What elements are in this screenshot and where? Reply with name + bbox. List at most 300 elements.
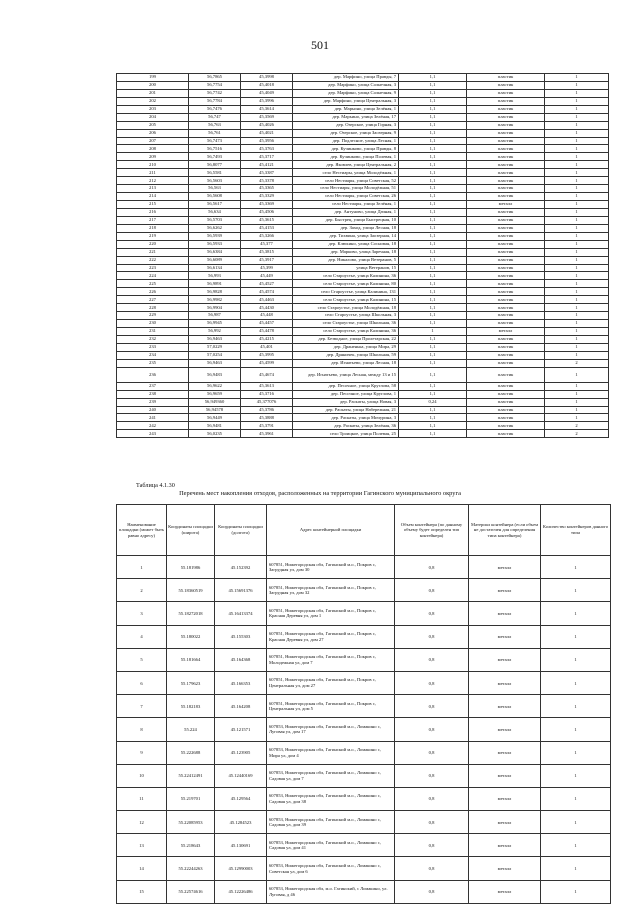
cell-row-number: 234	[117, 351, 189, 359]
cell-longitude: 45,4018	[241, 81, 293, 89]
cell-longitude: 45.16413374	[215, 602, 267, 625]
cell-longitude: 45.1284523	[215, 811, 267, 834]
cell-volume: 1,1	[399, 320, 467, 328]
cell-material: пластик	[467, 382, 545, 390]
cell-volume: 1,1	[399, 105, 467, 113]
cell-longitude: 45.166353	[215, 671, 267, 694]
cell-volume: 1,1	[399, 256, 467, 264]
column-header: Количество контейнеров данного типа	[541, 505, 611, 556]
cell-count: 1	[545, 145, 609, 153]
cell-count: 1	[545, 240, 609, 248]
cell-address: дер. Раскаты, улица Набережная, 21	[293, 406, 399, 414]
table-title: Перечень мест накопления отходов, расположенных на территории Гагинского муниципального округа	[179, 490, 461, 497]
cell-longitude: 45,4153	[241, 224, 293, 232]
cell-address: дер. Озерское, улица Горная, 3	[293, 121, 399, 129]
cell-address: село Староустье, улица Молодёжная, 18	[293, 304, 399, 312]
cell-volume: 1,1	[399, 129, 467, 137]
cell-material: металл	[469, 834, 541, 857]
cell-material: металл	[469, 671, 541, 694]
cell-longitude: 45,3786	[241, 406, 293, 414]
cell-row-number: 203	[117, 105, 189, 113]
cell-longitude: 45,3266	[241, 232, 293, 240]
cell-volume: 0,8	[395, 602, 469, 625]
cell-row-number: 218	[117, 224, 189, 232]
cell-volume: 1,1	[399, 382, 467, 390]
cell-count: 1	[541, 556, 611, 579]
cell-longitude: 45,4215	[241, 335, 293, 343]
cell-site-name: 5	[117, 648, 167, 671]
cell-volume: 1,1	[399, 208, 467, 216]
cell-address: 607853, Нижегородская обл, Гагинский м.о., Ломакино с, Мира ул, дом 4	[267, 741, 395, 764]
cell-longitude: 45,4574	[241, 288, 293, 296]
cell-latitude: 56,9891	[189, 280, 241, 288]
cell-longitude: 45.15691376	[215, 579, 267, 602]
table-row	[117, 787, 611, 810]
table-row	[117, 248, 609, 256]
cell-count: 1	[545, 256, 609, 264]
cell-volume: 0,8	[395, 695, 469, 718]
cell-site-name: 10	[117, 764, 167, 787]
table-row	[117, 335, 609, 343]
cell-row-number: 225	[117, 280, 189, 288]
cell-address: 607853, Нижегородская обл, Гагинский м.о., Ломакино с, Садовая ул, дом 39	[267, 811, 395, 834]
cell-volume: 0,8	[395, 811, 469, 834]
cell-latitude: 56,9904	[189, 304, 241, 312]
cell-longitude: 45,3996	[241, 97, 293, 105]
cell-longitude: 45,377076	[241, 398, 293, 406]
cell-material: пластик	[467, 414, 545, 422]
cell-longitude: 45,3387	[241, 169, 293, 177]
cell-longitude: 45.12440169	[215, 764, 267, 787]
cell-site-name: 13	[117, 834, 167, 857]
cell-longitude: 45.152392	[215, 556, 267, 579]
cell-address: улица Ветеранов, 15	[293, 264, 399, 272]
cell-volume: 1,1	[399, 161, 467, 169]
cell-count: 1	[545, 169, 609, 177]
cell-address: дер. Драненька, улица Мира, 29	[293, 343, 399, 351]
cell-row-number: 230	[117, 320, 189, 328]
cell-row-number: 223	[117, 264, 189, 272]
cell-volume: 1,1	[399, 89, 467, 97]
cell-address: 607851, Нижегородская обл, Гагинский м.о., Покров с, Центральная ул, дом 5	[267, 695, 395, 718]
cell-latitude: 56,6134	[189, 264, 241, 272]
cell-address: дер. Дряничек, улица Школьная, 59	[293, 351, 399, 359]
table-label: Таблица 4.1.30	[136, 482, 175, 489]
column-header: Координаты площадки (широта)	[167, 505, 215, 556]
cell-address: село Староустье, улица Калинина, 131	[293, 288, 399, 296]
table-row	[117, 671, 611, 694]
cell-latitude: 56,987	[189, 312, 241, 320]
cell-latitude: 56,5603	[189, 177, 241, 185]
cell-latitude: 56,9945	[189, 320, 241, 328]
cell-material: пластик	[467, 129, 545, 137]
cell-address: дер. Игнатьево, улица Лесная, 18	[293, 359, 399, 367]
cell-row-number: 200	[117, 81, 189, 89]
cell-address: 607853, Нижегородская обл, Гагинский м.о., Ломакино с, Садовая ул, дом 38	[267, 787, 395, 810]
cell-address: 607851, Нижегородская обл, Гагинский м.о., Покров с, Загрудная ул, дом 30	[267, 556, 395, 579]
cell-longitude: 45,3956	[241, 137, 293, 145]
cell-site-name: 7	[117, 695, 167, 718]
table-row	[117, 414, 609, 422]
cell-count: 1	[545, 185, 609, 193]
cell-latitude: 56,7493	[189, 153, 241, 161]
cell-address: село Нестиары, улица Молодёжная, 51	[293, 185, 399, 193]
cell-material: пластик	[467, 81, 545, 89]
cell-count: 1	[545, 328, 609, 336]
cell-longitude: 45.12226486	[215, 880, 267, 903]
cell-count: 1	[545, 177, 609, 185]
cell-row-number: 231	[117, 328, 189, 336]
cell-longitude: 45,377	[241, 240, 293, 248]
cell-latitude: 56,5608	[189, 193, 241, 201]
cell-site-name: 11	[117, 787, 167, 810]
cell-volume: 1,1	[399, 137, 467, 145]
cell-volume: 1,1	[399, 272, 467, 280]
cell-count: 1	[545, 161, 609, 169]
table-row	[117, 406, 609, 414]
cell-volume: 1,1	[399, 304, 467, 312]
cell-material: металл	[469, 880, 541, 903]
cell-count: 1	[545, 272, 609, 280]
cell-count: 1	[545, 280, 609, 288]
cell-latitude: 55.180022	[167, 625, 215, 648]
cell-address: 607851, Нижегородская обл, Гагинский м.о., Покров с, Красная Деревня ул, дом 1	[267, 602, 395, 625]
cell-address: село Староустье, улица Калинина, 36	[293, 328, 399, 336]
cell-row-number: 210	[117, 161, 189, 169]
cell-latitude: 56,7473	[189, 137, 241, 145]
table-row	[117, 97, 609, 105]
table-row	[117, 367, 609, 382]
table-row	[117, 880, 611, 903]
page-number: 501	[311, 38, 329, 52]
cell-address: дер. Заход, улица Лесная, 18	[293, 224, 399, 232]
cell-material: пластик	[467, 193, 545, 201]
cell-latitude: 56,993	[189, 272, 241, 280]
cell-longitude: 45,3917	[241, 256, 293, 264]
cell-row-number: 239	[117, 398, 189, 406]
table-row	[117, 74, 609, 82]
cell-longitude: 45,4457	[241, 320, 293, 328]
table-row	[117, 579, 611, 602]
cell-row-number: 243	[117, 430, 189, 438]
table-row	[117, 811, 611, 834]
table-row	[117, 89, 609, 97]
cell-material: пластик	[467, 113, 545, 121]
cell-longitude: 45,3369	[241, 201, 293, 209]
cell-volume: 1,1	[399, 430, 467, 438]
cell-longitude: 45,449	[241, 272, 293, 280]
cell-row-number: 204	[117, 113, 189, 121]
cell-latitude: 56,94578	[189, 406, 241, 414]
table-header-row	[117, 505, 611, 556]
cell-material: пластик	[467, 288, 545, 296]
cell-address: дер. Марфино, улица Правды, 7	[293, 74, 399, 82]
cell-longitude: 45,3763	[241, 145, 293, 153]
cell-site-name: 4	[117, 625, 167, 648]
cell-row-number: 229	[117, 312, 189, 320]
table-row	[117, 256, 609, 264]
cell-material: пластик	[467, 296, 545, 304]
table-row	[117, 201, 609, 209]
cell-row-number: 240	[117, 406, 189, 414]
table-row	[117, 741, 611, 764]
cell-material: пластик	[467, 343, 545, 351]
cell-volume: 0,8	[395, 857, 469, 880]
cell-row-number: 222	[117, 256, 189, 264]
cell-material: пластик	[467, 367, 545, 382]
cell-longitude: 45,4599	[241, 359, 293, 367]
cell-row-number: 242	[117, 422, 189, 430]
cell-latitude: 55.218643	[167, 834, 215, 857]
table-row	[117, 296, 609, 304]
cell-latitude: 55.224	[167, 718, 215, 741]
cell-volume: 1,1	[399, 224, 467, 232]
cell-longitude: 45.129564	[215, 787, 267, 810]
cell-latitude: 57,0254	[189, 351, 241, 359]
cell-count: 1	[545, 224, 609, 232]
cell-count: 1	[545, 335, 609, 343]
cell-address: дер. Игнатьево, улица Лесная, между 13 и 15	[293, 367, 399, 382]
cell-address: 607853, Нижегородская обл, Гагинский м.о., Ломакино с, Садовая ул, дом 41	[267, 834, 395, 857]
table-row	[117, 137, 609, 145]
cell-volume: 0,8	[395, 880, 469, 903]
column-header: Адрес контейнерной площадки	[267, 505, 395, 556]
table-row	[117, 320, 609, 328]
cell-volume: 1,1	[399, 177, 467, 185]
cell-latitude: 56,9449	[189, 414, 241, 422]
cell-latitude: 56,6089	[189, 256, 241, 264]
cell-site-name: 12	[117, 811, 167, 834]
cell-count: 1	[545, 201, 609, 209]
cell-latitude: 56,7754	[189, 81, 241, 89]
cell-longitude: 45,3717	[241, 153, 293, 161]
cell-address: дер. Марфино, улица Солнечная, 3	[293, 81, 399, 89]
cell-address: село Нестиары, улица Советская, 52	[293, 177, 399, 185]
cell-volume: 1,1	[399, 81, 467, 89]
table-row	[117, 343, 609, 351]
table-row	[117, 857, 611, 880]
cell-latitude: 56,5617	[189, 201, 241, 209]
cell-count: 1	[545, 367, 609, 382]
cell-address: село Нестиары, улица Зелёная, 1	[293, 201, 399, 209]
cell-row-number: 233	[117, 343, 189, 351]
cell-volume: 0,8	[395, 579, 469, 602]
cell-count: 1	[545, 81, 609, 89]
cell-longitude: 45.155303	[215, 625, 267, 648]
cell-material: пластик	[467, 264, 545, 272]
cell-address: дер. Никалово, улица Ветеранов, 5	[293, 256, 399, 264]
table-row	[117, 185, 609, 193]
table-row	[117, 232, 609, 240]
cell-site-name: 15	[117, 880, 167, 903]
cell-latitude: 56,992	[189, 328, 241, 336]
cell-material: пластик	[467, 406, 545, 414]
cell-count: 1	[545, 351, 609, 359]
cell-longitude: 45,3378	[241, 177, 293, 185]
cell-longitude: 45,4478	[241, 328, 293, 336]
cell-row-number: 212	[117, 177, 189, 185]
cell-latitude: 55.181986	[167, 556, 215, 579]
cell-material: пластик	[467, 105, 545, 113]
cell-longitude: 45,401	[241, 343, 293, 351]
table-row	[117, 602, 611, 625]
cell-latitude: 56,8077	[189, 161, 241, 169]
cell-count: 2	[545, 422, 609, 430]
cell-material: пластик	[467, 153, 545, 161]
cell-material: металл	[469, 695, 541, 718]
cell-address: дер. Клюкино, улица Сосновая, 18	[293, 240, 399, 248]
cell-material: пластик	[467, 256, 545, 264]
table-row	[117, 328, 609, 336]
cell-latitude: 56,5703	[189, 216, 241, 224]
cell-volume: 1,1	[399, 351, 467, 359]
cell-volume: 1,1	[399, 264, 467, 272]
cell-longitude: 45,3613	[241, 382, 293, 390]
cell-address: дер. Марково, улица Заречная, 18	[293, 248, 399, 256]
cell-longitude: 45.123905	[215, 741, 267, 764]
cell-latitude: 56,761	[189, 129, 241, 137]
cell-volume: 1,1	[399, 113, 467, 121]
cell-material: пластик	[467, 312, 545, 320]
cell-latitude: 55.182183	[167, 695, 215, 718]
cell-volume: 0,8	[395, 671, 469, 694]
cell-count: 1	[545, 232, 609, 240]
cell-count: 1	[545, 74, 609, 82]
cell-row-number: 209	[117, 153, 189, 161]
cell-latitude: 56,949360	[189, 398, 241, 406]
cell-count: 2	[545, 430, 609, 438]
cell-row-number: 207	[117, 137, 189, 145]
cell-row-number: 201	[117, 89, 189, 97]
cell-latitude: 56,9659	[189, 390, 241, 398]
cell-longitude: 45,4506	[241, 208, 293, 216]
cell-row-number: 220	[117, 240, 189, 248]
cell-latitude: 55.18272018	[167, 602, 215, 625]
cell-count: 1	[541, 741, 611, 764]
table-row	[117, 264, 609, 272]
table-row	[117, 382, 609, 390]
cell-longitude: 45,3716	[241, 390, 293, 398]
cell-latitude: 56,9463	[189, 335, 241, 343]
table-row	[117, 351, 609, 359]
table-row	[117, 193, 609, 201]
cell-volume: 1,1	[399, 335, 467, 343]
cell-volume: 1,1	[399, 216, 467, 224]
cell-row-number: 216	[117, 208, 189, 216]
cell-row-number: 205	[117, 121, 189, 129]
cell-latitude: 56,5933	[189, 240, 241, 248]
cell-volume: 1,1	[399, 145, 467, 153]
cell-address: дер. Марфино, улица Центральная, 3	[293, 97, 399, 105]
cell-address: 607851, Нижегородская обл, Гагинский м.о., Покров с, Молодежная ул, дом 7	[267, 648, 395, 671]
cell-material: пластик	[467, 398, 545, 406]
cell-row-number: 238	[117, 390, 189, 398]
cell-longitude: 45,4026	[241, 121, 293, 129]
cell-volume: 0,8	[395, 764, 469, 787]
cell-count: 1	[541, 671, 611, 694]
cell-latitude: 55.22244263	[167, 857, 215, 880]
cell-material: металл	[469, 811, 541, 834]
cell-material: пластик	[467, 185, 545, 193]
cell-row-number: 206	[117, 129, 189, 137]
column-header: Координаты площадки (долгота)	[215, 505, 267, 556]
cell-latitude: 56,9483	[189, 367, 241, 382]
cell-site-name: 8	[117, 718, 167, 741]
cell-latitude: 56,6384	[189, 248, 241, 256]
cell-count: 1	[545, 343, 609, 351]
cell-address: 607853, Нижегородская обл, Гагинский м.о., Ломакино с, Луговая ул, дом 17	[267, 718, 395, 741]
cell-count: 1	[545, 121, 609, 129]
cell-material: пластик	[467, 248, 545, 256]
cell-material: пластик	[467, 422, 545, 430]
cell-material: пластик	[467, 177, 545, 185]
cell-count: 1	[541, 718, 611, 741]
cell-longitude: 45,3791	[241, 422, 293, 430]
table-row	[117, 556, 611, 579]
cell-latitude: 55.22085953	[167, 811, 215, 834]
cell-count: 1	[545, 414, 609, 422]
cell-latitude: 56,747	[189, 113, 241, 121]
cell-material: пластик	[467, 97, 545, 105]
table-row	[117, 280, 609, 288]
cell-latitude: 56,7742	[189, 89, 241, 97]
cell-material: металл	[469, 857, 541, 880]
cell-material: пластик	[467, 351, 545, 359]
cell-address: дер. Тихвина, улица Заозерная, 14	[293, 232, 399, 240]
cell-material: пластик	[467, 145, 545, 153]
cell-material: пластик	[467, 74, 545, 82]
cell-count: 1	[541, 764, 611, 787]
cell-latitude: 55.222688	[167, 741, 215, 764]
cell-longitude: 45,3365	[241, 185, 293, 193]
cell-latitude: 55.22574616	[167, 880, 215, 903]
cell-longitude: 45.130691	[215, 834, 267, 857]
cell-count: 1	[545, 288, 609, 296]
cell-volume: 1,1	[399, 414, 467, 422]
cell-longitude: 45,3815	[241, 248, 293, 256]
cell-count: 1	[545, 296, 609, 304]
cell-address: село Староустье, улица Школьная, 36	[293, 320, 399, 328]
cell-material: пластик	[467, 320, 545, 328]
cell-address: дер. Марьино, улица Зелёная, 1	[293, 105, 399, 113]
cell-longitude: 45,3961	[241, 430, 293, 438]
cell-count: 1	[541, 857, 611, 880]
cell-latitude: 55.219701	[167, 787, 215, 810]
table-row	[117, 121, 609, 129]
cell-address: дер. Раскаты, улица Мичурина, 3	[293, 414, 399, 422]
cell-material: пластик	[467, 169, 545, 177]
cell-latitude: 56,763	[189, 121, 241, 129]
cell-address: дер. Кучинково, улица Полевая, 1	[293, 153, 399, 161]
cell-material: пластик	[467, 224, 545, 232]
cell-count: 1	[545, 97, 609, 105]
cell-count: 1	[545, 208, 609, 216]
cell-material: пластик	[467, 208, 545, 216]
cell-row-number: 213	[117, 185, 189, 193]
table-row	[117, 224, 609, 232]
cell-latitude: 56,7865	[189, 74, 241, 82]
cell-count: 1	[545, 320, 609, 328]
cell-address: дер. Марьино, улица Зелёная, 17	[293, 113, 399, 121]
cell-count: 1	[545, 137, 609, 145]
cell-volume: 1,1	[399, 232, 467, 240]
cell-address: дер. Песочное, улица Круглова, 58	[293, 382, 399, 390]
cell-row-number: 221	[117, 248, 189, 256]
cell-material: металл	[469, 718, 541, 741]
cell-volume: 0,8	[395, 718, 469, 741]
cell-count: 1	[545, 406, 609, 414]
table-row	[117, 288, 609, 296]
